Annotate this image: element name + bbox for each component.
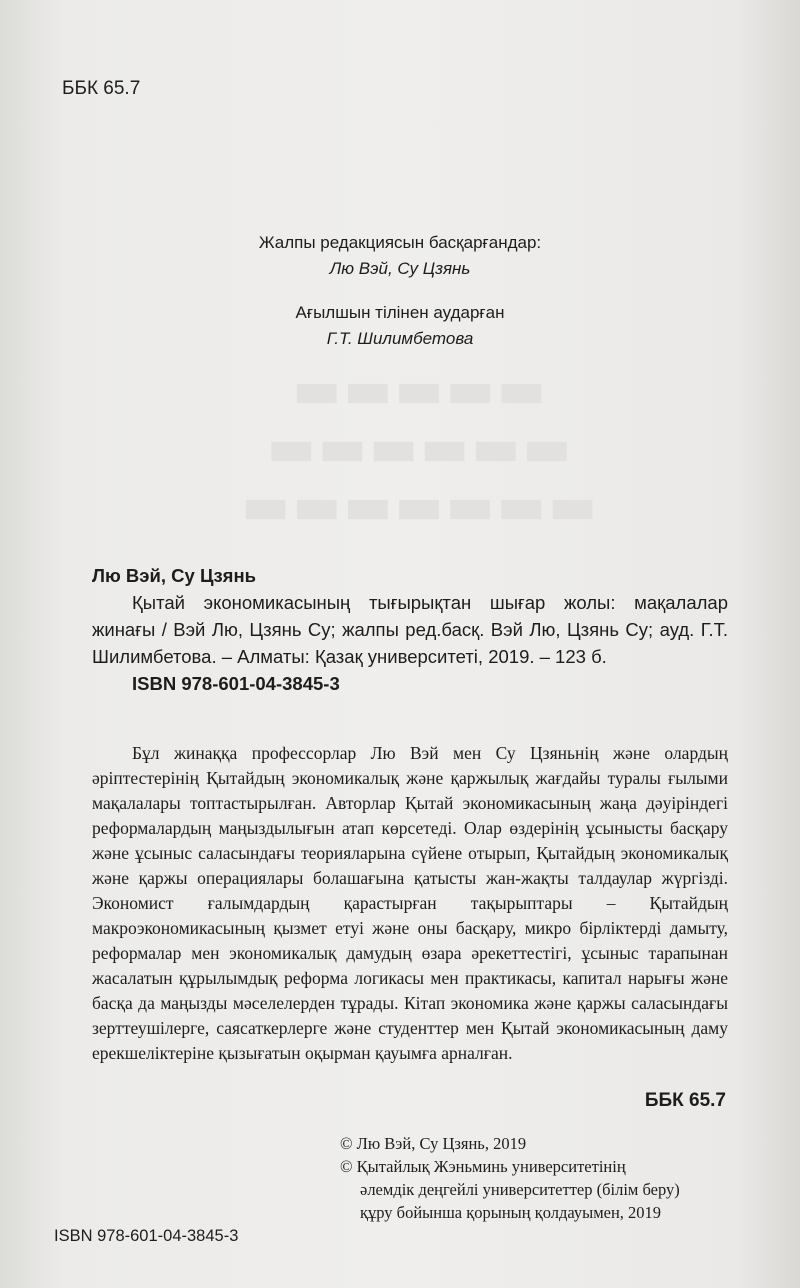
show-through-ghost-text: ▬▬▬▬▬▬▬ ▬▬▬▬▬▬ ▬▬▬▬▬ <box>241 367 599 544</box>
record-isbn: ISBN 978-601-04-3845-3 <box>132 673 340 694</box>
copyright-line-2: © Қытайлық Жэньминь университетінің <box>340 1157 626 1176</box>
translator-block <box>0 300 800 352</box>
editors-label: Жалпы редакциясын басқарғандар: <box>258 233 542 252</box>
bbk-code-bottom: ББК 65.7 <box>644 1090 726 1111</box>
translator-name: Г.Т. Шилимбетова <box>326 329 474 348</box>
copyright-line-1: © Лю Вэй, Су Цзянь, 2019 <box>340 1134 527 1153</box>
record-author: Лю Вэй, Су Цзянь <box>92 565 256 586</box>
bbk-code-top: ББК 65.7 <box>62 78 141 99</box>
copyright-block <box>340 1132 740 1224</box>
editors-block <box>0 230 800 282</box>
copyright-line-4: құру бойынша қорының қолдауымен, 2019 <box>360 1203 662 1222</box>
bibliographic-record <box>92 562 728 697</box>
annotation-paragraph: Бұл жинаққа профессорлар Лю Вэй мен Су Цзяньнің және олардың әріптестерінің Қытайдың экономикалық және қаржылық жағдайы туралы ғылыми мақалалары топтастырылған. Авторлар Қытай экономикасының жаңа дәуіріндегі реформалардың маңыздылығын атап көрсетеді. Олар өздерінің ұсынысты басқару және ұсыныс саласындағы теорияларына сүйене отырып, Қытайдың экономикалық және қаржы операциялары болашағына қатысты жан-жақты талдаулар жүргізді. Экономист ғалымдардың қарастырған тақырыптары – Қытайдың макроэкономикасының қызмет етуі және оны басқару, микро бірліктерді дамыту, реформалар мен экономикалық дамудың өзара әрекеттестігі, ұсыныс тарапынан жасалатын құрылымдық реформа логикасы мен практикасы, капитал нарығы және басқа да маңызды мәселелерден тұрады. Кітап экономика және қаржы саласындағы зерттеушілерге, саясаткерлерге және студенттер мен Қытай экономикасының даму ерекшеліктеріне қызығатын оқырман қауымға арналған. <box>92 743 728 1063</box>
copyright-line-3: әлемдік деңгейлі университеттер (білім беру) <box>360 1180 680 1199</box>
isbn-bottom: ISBN 978-601-04-3845-3 <box>54 1227 239 1245</box>
translator-label: Ағылшын тілінен аударған <box>295 303 505 322</box>
editors-names: Лю Вэй, Су Цзянь <box>329 259 471 278</box>
record-description: Қытай экономикасының тығырықтан шығар жолы: мақалалар жинағы / Вэй Лю, Цзянь Су; жалпы ред.басқ. Вэй Лю, Цзянь Су; ауд. Г.Т. Шилимбетова. – Алматы: Қазақ университеті, 2019. – 123 б. <box>92 592 728 667</box>
